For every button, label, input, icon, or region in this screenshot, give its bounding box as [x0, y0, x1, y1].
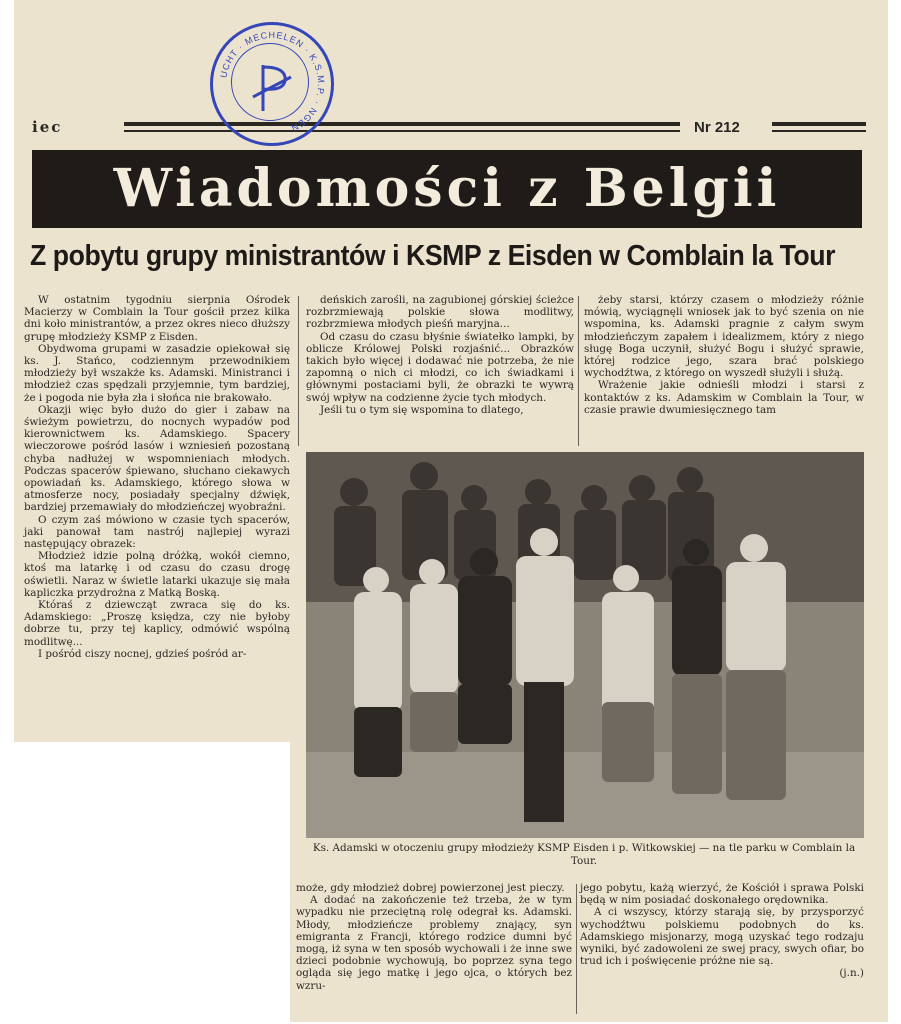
- stamp-ring-text: UCHT · MECHELEN · K.S.M.P. · NGEN: [218, 29, 327, 134]
- column-divider-3: [576, 884, 577, 1014]
- article-column-2: [306, 294, 574, 416]
- paragraph: jego pobytu, każą wierzyć, że Kościół i sprawa Polski będą w nim posiadać doskonałego orędownika.: [580, 882, 864, 907]
- svg-text:UCHT · MECHELEN · K.S.M.P. · N: [218, 30, 326, 134]
- paragraph: Młodzież idzie polną dróżką, wokół ciemno, ktoś ma latarkę i od czasu do czasu drogę oświetli. Naraz w świetle latarki ukazuje się mała kapliczka przydrożna z Matką Boską.: [24, 550, 290, 599]
- paragraph: Wrażenie jakie odnieśli młodzi i starsi z kontaktów z ks. Adamskim w Comblain la Tour, w czasie prawie dwumiesięcznego tam: [584, 379, 864, 416]
- paragraph: deńskich zarośli, na zagubionej górskiej ścieżce rozbrzmiewają polskie słowa modlitwy, rozbrzmiewa młodych pieśń maryjna...: [306, 294, 574, 331]
- paragraph: Okazji więc było dużo do gier i zabaw na świeżym powietrzu, do nocnych wypadów pod kierownictwem ks. Adamskiego. Spacery wieczorowe pośród lasów i wzniesień pozostaną chyba nadłużej w wspomnieniach młodych. Podczas spacerów śpiewano, słuchano ciekawych opowiadań ks. Adamskiego, którego słowa w atmosferze nocy, posiadały specjalny dźwięk, bardziej przemawiały do młodzieńczej wyobraźni.: [24, 403, 290, 514]
- paragraph: A dodać na zakończenie też trzeba, że w tym wypadku nie przeciętną rolę odegrał ks. Adamski. Młody, młodzieńcze problemy znający, syn emigranta z Francji, którego rodzice dumni być mogą, iż syna w ten sposób wychowali i że inne swe dzieci podobnie wychowują, bo poprzez syna tego ogląda się jego matkę i jego ojca, o których bez wzru-: [296, 894, 572, 992]
- article-column-1: [24, 294, 290, 660]
- article-column-4: [296, 882, 572, 992]
- column-divider-1: [298, 296, 299, 446]
- paragraph: żeby starsi, którzy czasem o młodzieży różnie mówią, wyciągnęli wniosek jak to być szenia on nie wspomina, ks. Adamski pragnie z całym swym młodzieńczym zapałem i idealizmem, który z niego sługę Boga uczynił, służyć Bogu i służyć sprawie, której rodzice jego, szara brać polskiego wychodźtwa, z którego on wyszedł służyli i służą.: [584, 294, 864, 380]
- stamp-emblem: [213, 25, 331, 143]
- paragraph: Od czasu do czasu błyśnie światełko lampki, by oblicze Królowej Polski rozjaśnić... Obrazków takich było więcej i dodawać nie potrzeba, że nie zapomną o nich ci młodzi, co ich świadkami i głównymi postaciami byli, że obrazki te wywrą swój wpływ na codzienne życie tych młodych.: [306, 330, 574, 404]
- masthead-rule-top: [124, 122, 680, 126]
- section-title: Wiadomości z Belgii: [113, 158, 781, 219]
- paragraph: W ostatnim tygodniu sierpnia Ośrodek Macierzy w Comblain la Tour gościł przez kilka dni koło ministrantów, a przez okres nieco dłuższy grupę młodzieży KSMP z Eisden.: [24, 294, 290, 343]
- paragraph: I pośród ciszy nocnej, gdzieś pośród ar-: [38, 647, 247, 660]
- article-column-5: [580, 882, 864, 981]
- photo-caption: Ks. Adamski w otoczeniu grupy młodzieży KSMP Eisden i p. Witkowskiej — na tle parku w Comblain la Tour.: [312, 842, 856, 867]
- masthead-fragment: iec: [32, 118, 63, 136]
- article-headline: Z pobytu grupy ministrantów i KSMP z Eisden w Comblain la Tour: [30, 240, 836, 272]
- article-column-3: [584, 294, 864, 444]
- masthead-rule-right-top: [772, 122, 866, 126]
- masthead-rule-right-bottom: [772, 130, 866, 132]
- group-photo: [306, 452, 864, 838]
- paragraph: może, gdy młodzież dobrej powierzonej jest pieczy.: [296, 882, 565, 894]
- paragraph: Jeśli tu o tym się wspomina to dlatego,: [320, 403, 524, 416]
- library-stamp: [210, 22, 334, 146]
- masthead-rule-bottom: [124, 130, 680, 132]
- section-banner: [32, 150, 862, 228]
- paragraph: O czym zaś mówiono w czasie tych spacerów, jaki panował tam nastrój najlepiej wyrazi następujący obrazek:: [24, 513, 290, 551]
- group-photo-illustration: [306, 452, 864, 838]
- paragraph: Któraś z dziewcząt zwraca się do ks. Adamskiego: „Proszę księdza, czy nie byłoby dobrze tu, przy tej kaplicy, odmówić wspólną modlitwę...: [24, 599, 290, 648]
- column-divider-2: [578, 296, 579, 446]
- paragraph: A ci wszyscy, którzy starają się, by przysporzyć wychodźtwu polskiemu podobnych do ks. Adamskiego misjonarzy, mogą uzyskać tego rodzaju wyniki, być zadowoleni ze swej pracy, swych ofiar, bo trud ich i poświęcenie próżne nie są.: [580, 906, 864, 968]
- issue-number: Nr 212: [694, 119, 740, 136]
- paragraph: Obydwoma grupami w zasadzie opiekował się ks. J. Stańco, codziennym przewodnikiem młodzieży był wszakże ks. Adamski. Ministranci i młodzież czas spędzali przyjemnie, tym bardziej, że i pogoda nie była zła i słońca nie brakowało.: [24, 342, 290, 404]
- author-signature: (j.n.): [839, 967, 864, 980]
